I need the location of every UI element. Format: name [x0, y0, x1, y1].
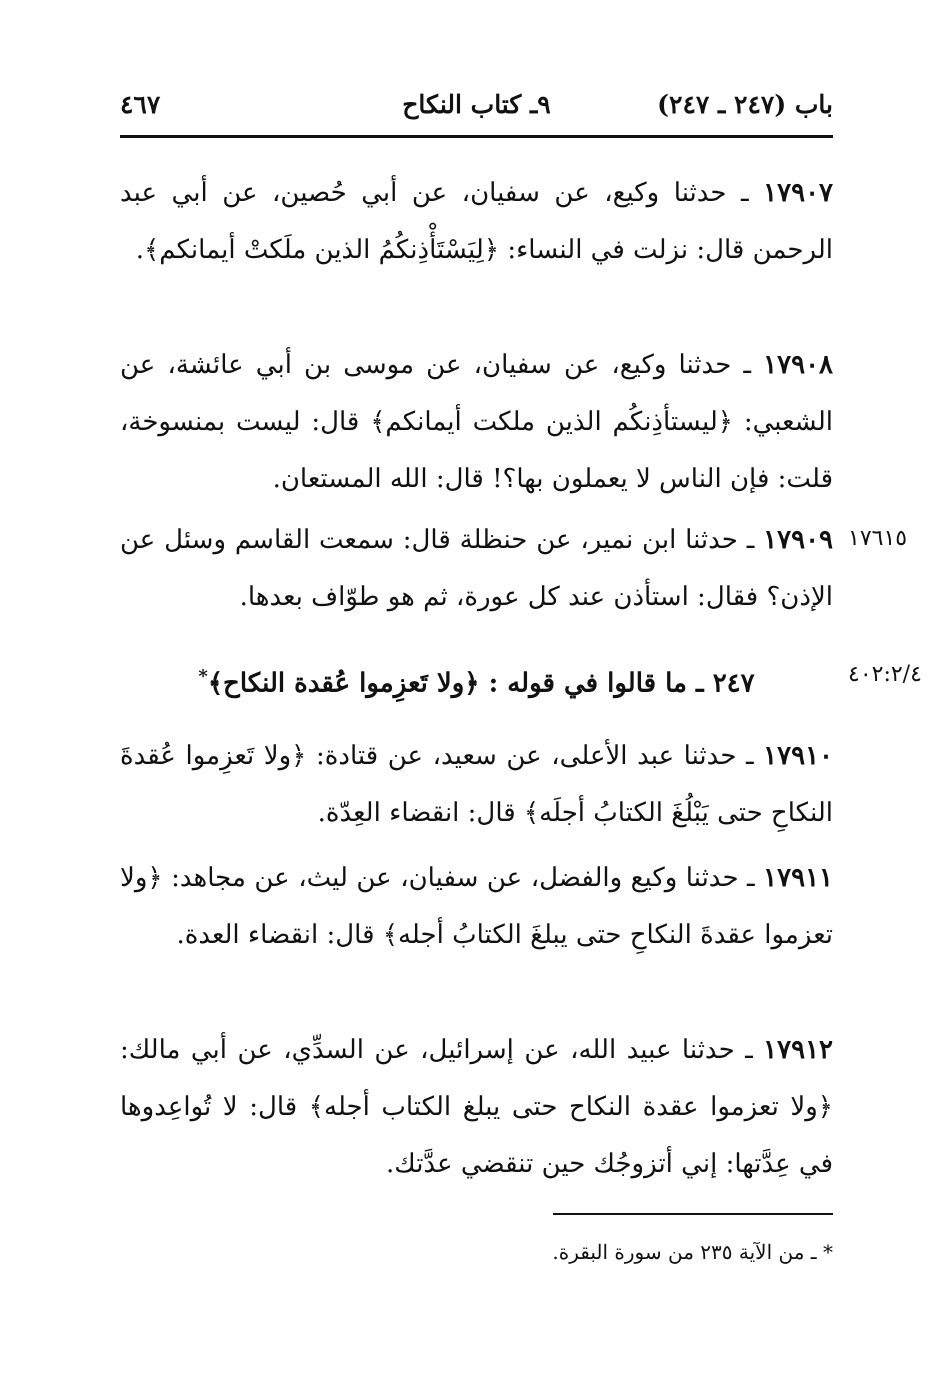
running-header [120, 82, 833, 132]
footnote-marker: * [198, 666, 208, 687]
hadith-entry [120, 165, 833, 279]
hadith-entry [120, 337, 833, 508]
footnote-rule [553, 1213, 833, 1215]
hadith-entry [120, 728, 833, 842]
hadith-text: ـ حدثنا وكيع والفضل، عن سفيان، عن ليث، عن مجاهد: ﴿ولا تعزموا عقدةَ النكاحِ حتى يبلغَ الكتابُ أجله﴾ قال: انقضاء العدة. [120, 863, 833, 950]
page-number: ٤٦٧ [120, 90, 161, 119]
hadith-number: ١٧٩٠٧ [763, 178, 833, 208]
hadith-entry [120, 850, 833, 964]
hadith-number: ١٧٩١٠ [763, 741, 833, 771]
hadith-entry [120, 512, 833, 626]
header-rule [120, 135, 833, 138]
margin-reference: ٤٠٢:٢/٤ [848, 662, 922, 687]
footnote: * ـ من الآية ٢٣٥ من سورة البقرة. [552, 1240, 833, 1264]
hadith-text: ـ حدثنا عبد الأعلى، عن سعيد، عن قتادة: ﴿ولا تَعزِموا عُقدةَ النكاحِ حتى يَبْلُغَ الكتابُ أجلَه﴾ قال: انقضاء العِدّة. [120, 741, 833, 828]
chapter-range: باب (٢٤٧ ـ ٢٤٧) [657, 90, 833, 119]
hadith-text: ـ حدثنا وكيع، عن سفيان، عن أبي حُصين، عن أبي عبد الرحمن قال: نزلت في النساء: ﴿لِيَسْتَأْذِنكُمُ الذين ملَكتْ أيمانكم﴾. [120, 178, 833, 265]
hadith-text: ـ حدثنا عبيد الله، عن إسرائيل، عن السدِّي، عن أبي مالك: ﴿ولا تعزموا عقدة النكاح حتى يبلغ الكتاب أجله﴾ قال: لا تُواعِدوها في عِدَّتها: إني أتزوجُك حين تنقضي عدَّتك. [120, 1035, 833, 1179]
margin-reference: ١٧٦١٥ [848, 526, 908, 551]
hadith-text: ـ حدثنا ابن نمير، عن حنظلة قال: سمعت القاسم وسئل عن الإذن؟ فقال: استأذن عند كل عورة، ثم هو طوّاف بعدها. [120, 525, 833, 612]
section-heading [120, 648, 833, 713]
hadith-entry [120, 1022, 833, 1193]
hadith-number: ١٧٩١٢ [763, 1035, 833, 1065]
hadith-text: ـ حدثنا وكيع، عن سفيان، عن موسى بن أبي عائشة، عن الشعبي: ﴿ليستأذِنكُم الذين ملكت أيمانكم﴾ قال: ليست بمنسوخة، قلت: فإن الناس لا يعملون بها؟! قال: الله المستعان. [120, 350, 833, 494]
hadith-number: ١٧٩٠٩ [763, 525, 833, 555]
hadith-number: ١٧٩٠٨ [763, 350, 833, 380]
section-heading-text: ٢٤٧ ـ ما قالوا في قوله : ﴿ولا تَعزِموا عُقدة النكاح﴾ [207, 668, 755, 699]
hadith-number: ١٧٩١١ [763, 863, 833, 893]
book-title: ٩ـ كتاب النكاح [402, 90, 551, 119]
